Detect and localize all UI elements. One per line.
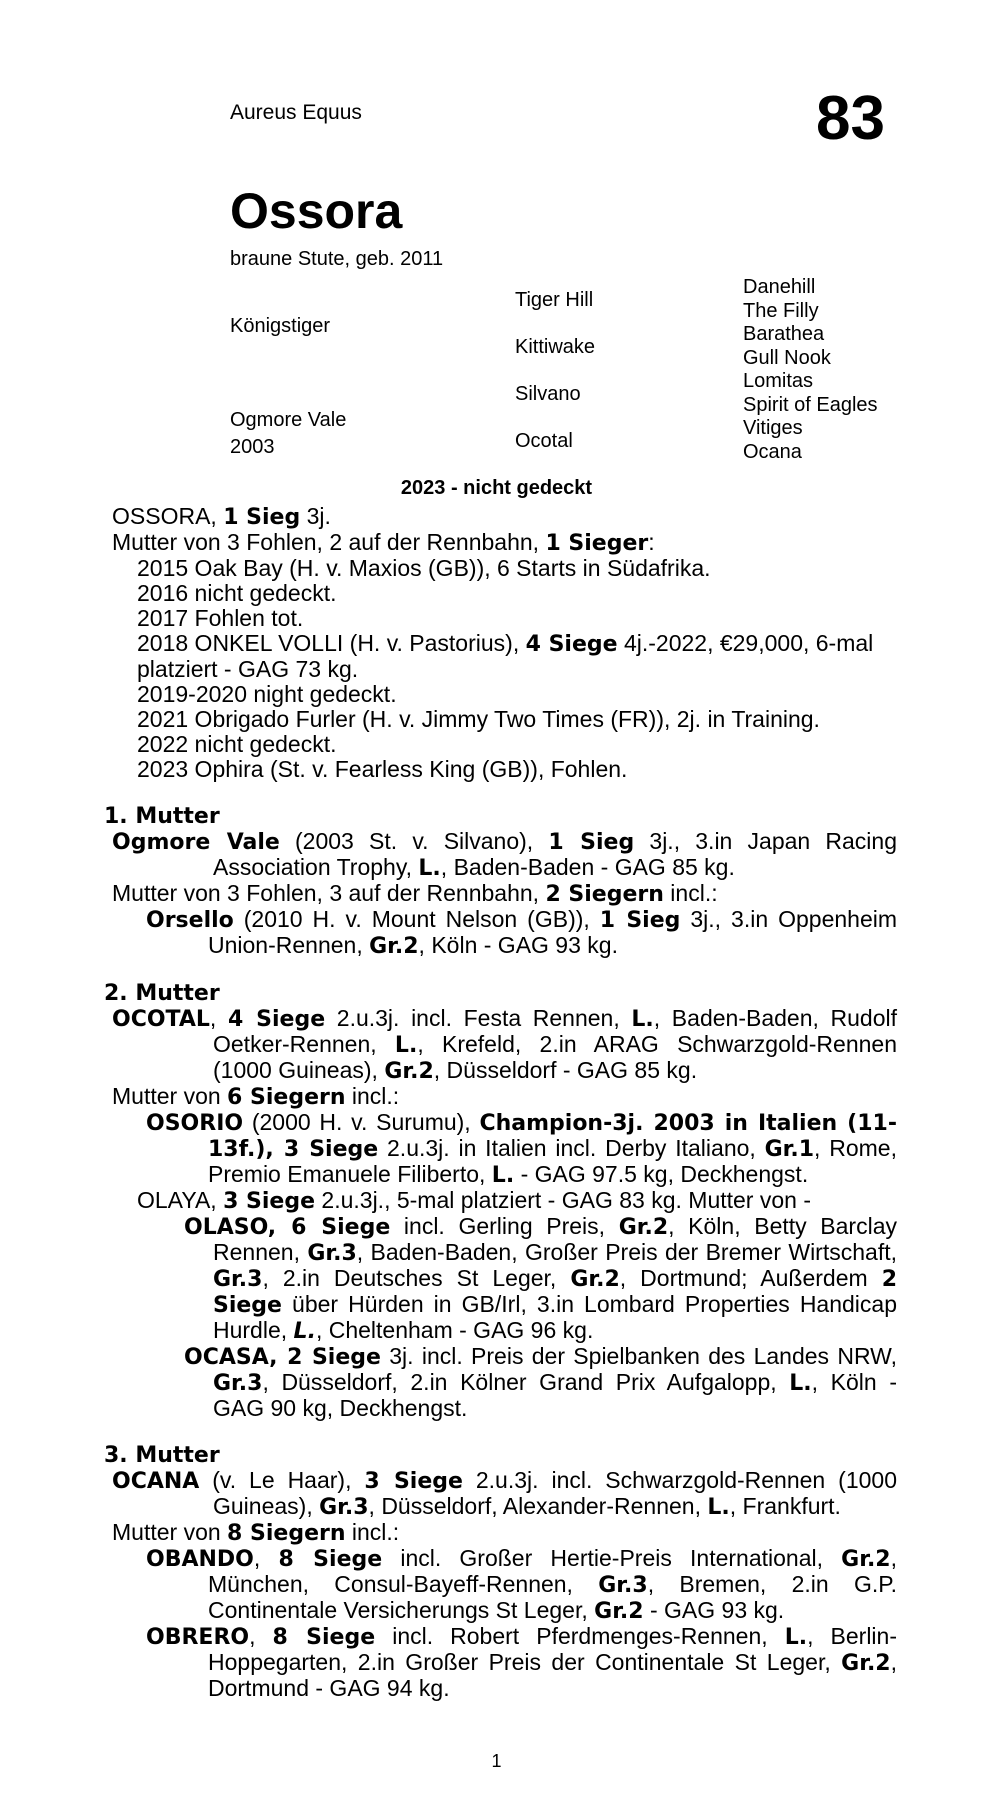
mother-line: Mutter von 3 Fohlen, 2 auf der Rennbahn, 1 Sieger: (112, 529, 655, 556)
consignor-name: Aureus Equus (230, 101, 362, 124)
produce-2018: 2018 ONKEL VOLLI (H. v. Pastorius), 4 Siege 4j.-2022, €29,000, 6-mal platziert - GAG 73 kg. (137, 630, 874, 682)
produce-2019: 2019-2020 night gedeckt. (137, 681, 397, 707)
pedigree-gen3-2: The Filly (743, 300, 819, 322)
dam1-produce: Mutter von 3 Fohlen, 3 auf der Rennbahn, 2 Siegern incl.: (112, 880, 718, 907)
dam2-child-osorio: OSORIO (2000 H. v. Surumu), Champion-3j. 2003 in Italien (11-13f.), 3 Siege 2.u.3j. in Italien incl. Derby Italiano, Gr.1, Rome, Premio Emanuele Filiberto, L. - GAG 97.5 kg, Deckhengst. (146, 1109, 897, 1188)
produce-2015: 2015 Oak Bay (H. v. Maxios (GB)), 6 Starts in Südafrika. (137, 555, 711, 581)
pedigree-gen3-8: Ocana (743, 441, 802, 463)
dam2-child-olaya: OLAYA, 3 Siege 2.u.3j., 5-mal platziert - GAG 83 kg. Mutter von - (137, 1187, 811, 1214)
dam2-produce: Mutter von 6 Siegern incl.: (112, 1083, 400, 1110)
section-heading-dam1: 1. Mutter (104, 804, 220, 829)
produce-2017: 2017 Fohlen tot. (137, 605, 304, 631)
pedigree-dam: Ogmore Vale (230, 409, 347, 431)
dam2-grandchild-ocasa: OCASA, 2 Siege 3j. incl. Preis der Spielbanken des Landes NRW, Gr.3, Düsseldorf, 2.in Kölner Grand Prix Aufgalopp, L., Köln - GAG 90 kg, Deckhengst. (184, 1343, 897, 1421)
section-heading-dam2: 2. Mutter (104, 981, 220, 1006)
intro-line: OSSORA, 1 Sieg 3j. (112, 503, 331, 530)
produce-2023: 2023 Ophira (St. v. Fearless King (GB)), Fohlen. (137, 756, 628, 782)
page-number: 1 (491, 1751, 502, 1771)
section-heading-dam3: 3. Mutter (104, 1443, 220, 1468)
pedigree-dam-year: 2003 (230, 436, 275, 458)
pedigree-gen3-3: Barathea (743, 323, 825, 345)
pedigree-gen3-7: Vitiges (743, 417, 803, 439)
pedigree-sire: Königstiger (230, 315, 331, 337)
dam3-record: OCANA (v. Le Haar), 3 Siege 2.u.3j. incl. Schwarzgold-Rennen (1000 Guineas), Gr.3, Düsseldorf, Alexander-Rennen, L., Frankfurt. (112, 1467, 897, 1520)
produce-2022: 2022 nicht gedeckt. (137, 731, 337, 757)
horse-name: Ossora (230, 183, 403, 239)
pedigree-sire-sire: Tiger Hill (515, 289, 594, 311)
pedigree-gen3-1: Danehill (743, 276, 816, 298)
pedigree-dam-sire: Silvano (515, 383, 581, 405)
dam2-record: OCOTAL, 4 Siege 2.u.3j. incl. Festa Rennen, L., Baden-Baden, Rudolf Oetker-Rennen, L., Krefeld, 2.in ARAG Schwarzgold-Rennen (1000 Guineas), Gr.2, Düsseldorf - GAG 85 kg. (112, 1005, 897, 1084)
produce-2021: 2021 Obrigado Furler (H. v. Jimmy Two Times (FR)), 2j. in Training. (137, 706, 820, 732)
dam3-child-obando: OBANDO, 8 Siege incl. Großer Hertie-Preis International, Gr.2, München, Consul-Bayeff-Rennen, Gr.3, Bremen, 2.in G.P. Continentale Versicherungs St Leger, Gr.2 - GAG 93 kg. (146, 1545, 897, 1624)
dam1-record: Ogmore Vale (2003 St. v. Silvano), 1 Sieg 3j., 3.in Japan Racing Association Trophy, L., Baden-Baden - GAG 85 kg. (112, 828, 897, 881)
produce-record (104, 504, 897, 1701)
pedigree-sire-dam: Kittiwake (515, 336, 596, 358)
dam2-grandchild-olaso: OLASO, 6 Siege incl. Gerling Preis, Gr.2, Köln, Betty Barclay Rennen, Gr.3, Baden-Baden, Großer Preis der Bremer Wirtschaft, Gr.3, 2.in Deutsches St Leger, Gr.2, Dortmund; Außerdem 2 Siege über Hürden in GB/Irl, 3.in Lombard Properties Handicap Hurdle, L., Cheltenham - GAG 96 kg. (184, 1213, 897, 1344)
pedigree-gen3-4: Gull Nook (743, 347, 831, 369)
pedigree-gen3-6: Spirit of Eagles (743, 394, 878, 416)
horse-description: braune Stute, geb. 2011 (230, 248, 444, 270)
produce-2016: 2016 nicht gedeckt. (137, 580, 337, 606)
dam3-produce: Mutter von 8 Siegern incl.: (112, 1519, 400, 1546)
lot-number: 83 (816, 84, 885, 153)
dam3-child-obrero: OBRERO, 8 Siege incl. Robert Pferdmenges-Rennen, L., Berlin-Hoppegarten, 2.in Großer Preis der Continentale St Leger, Gr.2, Dortmund - GAG 94 kg. (146, 1623, 897, 1701)
pedigree-gen3-5: Lomitas (743, 370, 814, 392)
pedigree-dam-dam: Ocotal (515, 430, 573, 452)
stud-status: 2023 - nicht gedeckt (400, 477, 593, 499)
dam1-child-orsello: Orsello (2010 H. v. Mount Nelson (GB)), 1 Sieg 3j., 3.in Oppenheim Union-Rennen, Gr.2, Köln - GAG 93 kg. (146, 906, 898, 959)
